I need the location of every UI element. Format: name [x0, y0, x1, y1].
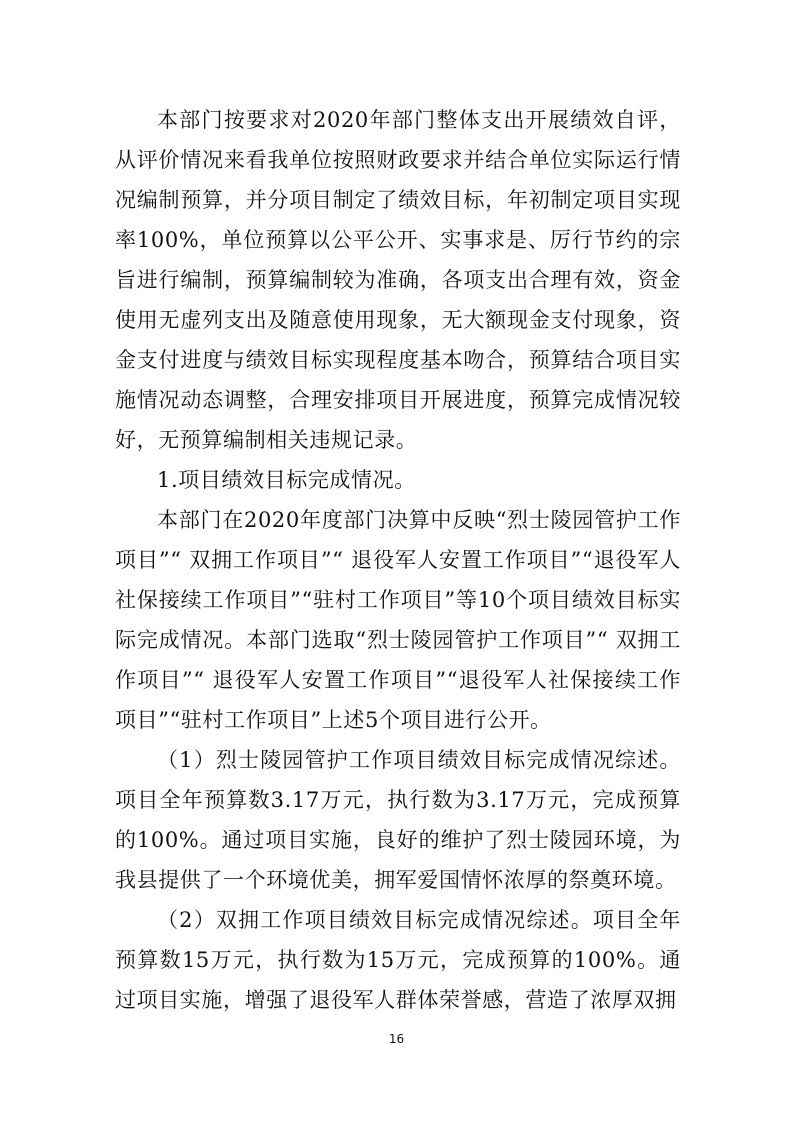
page-number: 16	[388, 1032, 405, 1046]
section-heading-project-goals: 1.项目绩效目标完成情况。	[157, 468, 416, 492]
paragraph-double-support-project: （2）双拥工作项目绩效目标完成情况综述。项目全年预算数15万元，执行数为15万元，完成预算的100%。通过项目实施，增强了退役军人群体荣誉感，营造了浓厚双拥	[115, 908, 681, 1012]
paragraph-self-evaluation: 本部门按要求对2020年部门整体支出开展绩效自评，从评价情况来看我单位按照财政要求并结合单位实际运行情况编制预算，并分项目制定了绩效目标，年初制定项目实现率100%，单位预算以公平公开、实事求是、厉行节约的宗旨进行编制，预算编制较为准确，各项支出合理有效，资金使用无虚列支出及随意使用现象，无大额现金支付现象，资金支付进度与绩效目标实现程度基本吻合，预算结合项目实施情况动态调整，合理安排项目开展进度，预算完成情况较好，无预算编制相关违规记录。	[115, 108, 681, 452]
paragraph-project-selection: 本部门在2020年度部门决算中反映“烈士陵园管护工作项目”“ 双拥工作项目”“ 退役军人安置工作项目”“退役军人社保接续工作项目”“驻村工作项目”等10个项目绩效目标实际完成情况。本部门选取“烈士陵园管护工作项目”“ 双拥工作项目”“ 退役军人安置工作项目”“退役军人社保接续工作项目”“驻村工作项目”上述5个项目进行公开。	[115, 508, 681, 732]
document-body	[115, 100, 681, 1020]
paragraph-martyrs-cemetery-project: （1）烈士陵园管护工作项目绩效目标完成情况综述。项目全年预算数3.17万元，执行数为3.17万元，完成预算的100%。通过项目实施，良好的维护了烈士陵园环境，为我县提供了一个环境优美，拥军爱国情怀浓厚的祭奠环境。	[115, 748, 681, 892]
